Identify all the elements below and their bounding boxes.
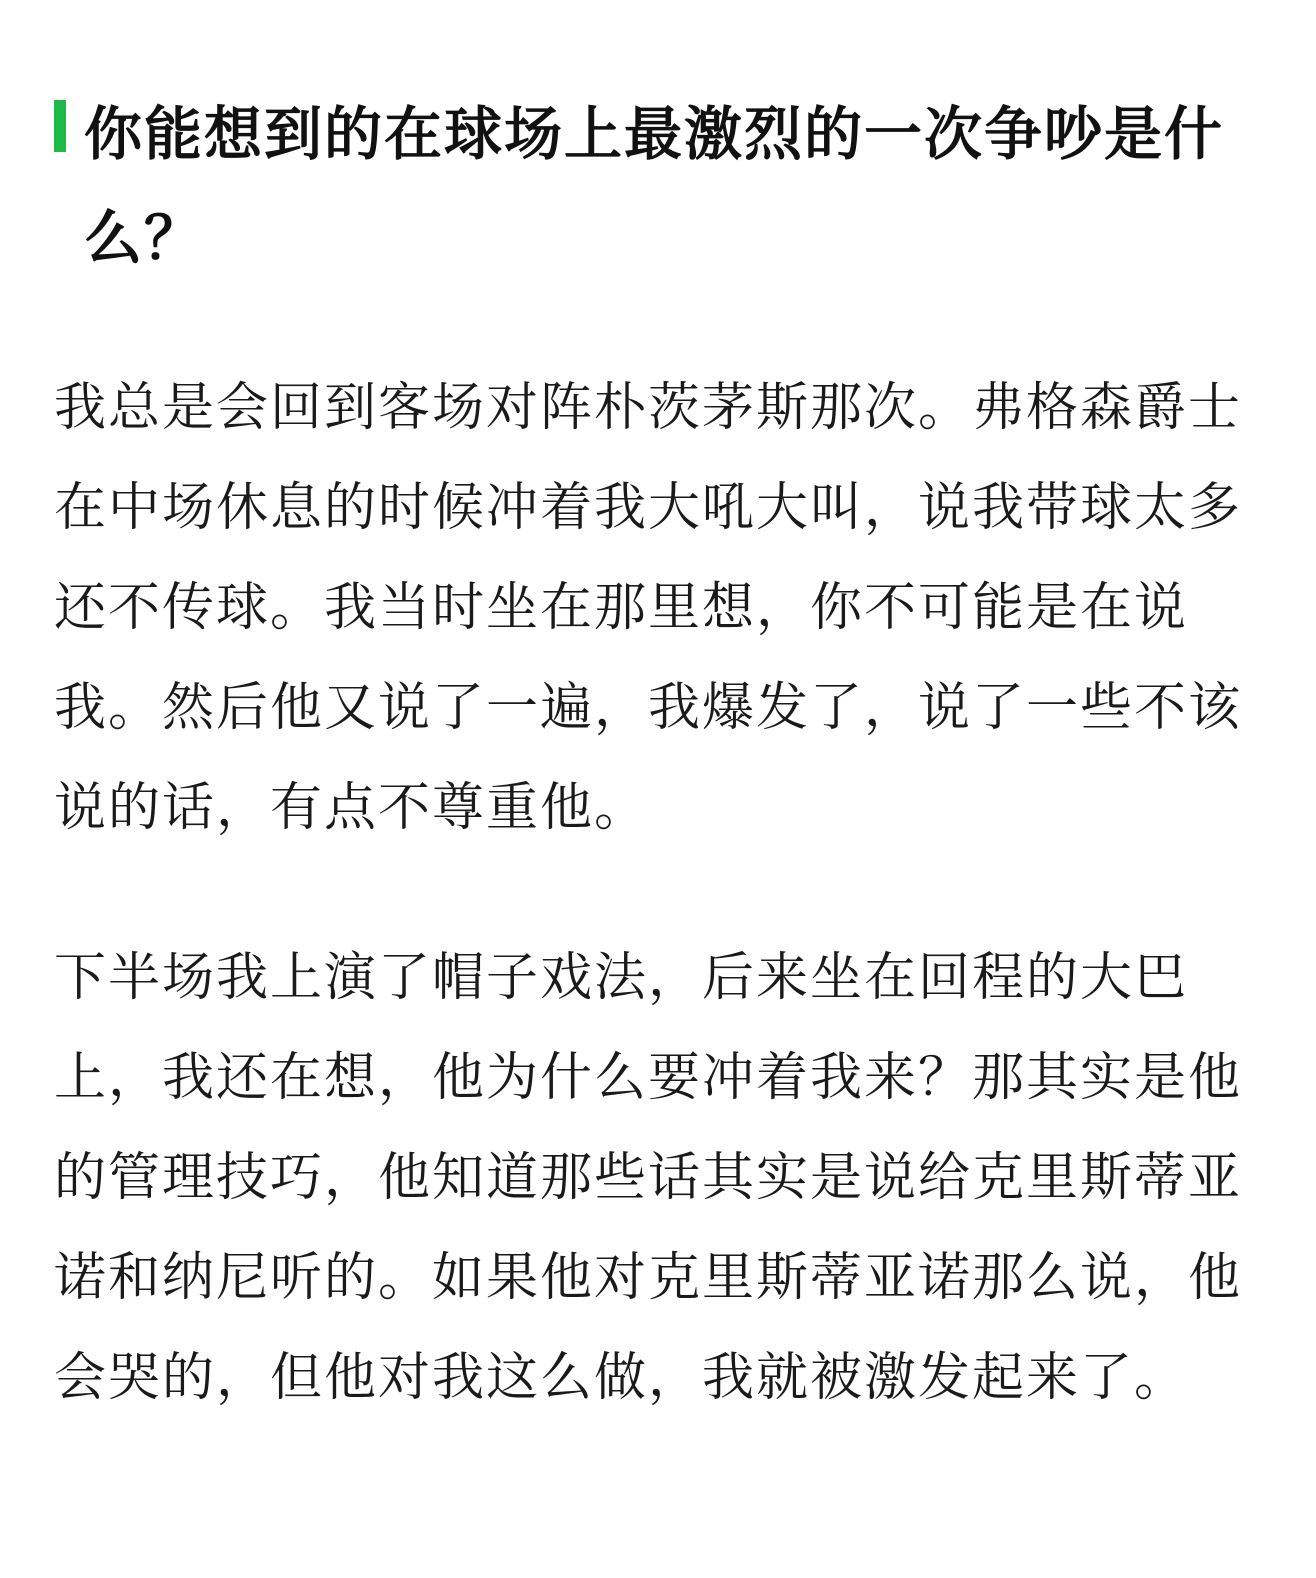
question-title: 你能想到的在球场上最激烈的一次争吵是什么？ — [84, 100, 1225, 272]
paragraph: 下半场我上演了帽子戏法，后来坐在回程的大巴上，我还在想，他为什么要冲着我来？那其实是他的管理技巧，他知道那些话其实是说给克里斯蒂亚诺和纳尼听的。如果他对克里斯蒂亚诺那么说，他会哭的，但他对我这么做，我就被激发起来了。 — [54, 948, 1243, 1408]
paragraph: 我总是会回到客场对阵朴茨茅斯那次。弗格森爵士在中场休息的时候冲着我大吼大叫，说我带球太多还不传球。我当时坐在那里想，你不可能是在说我。然后他又说了一遍，我爆发了，说了一些不该说的话，有点不尊重他。 — [54, 378, 1243, 838]
title-accent-bar — [54, 100, 66, 152]
answer-body — [54, 358, 1260, 1498]
question-header — [54, 82, 1264, 290]
